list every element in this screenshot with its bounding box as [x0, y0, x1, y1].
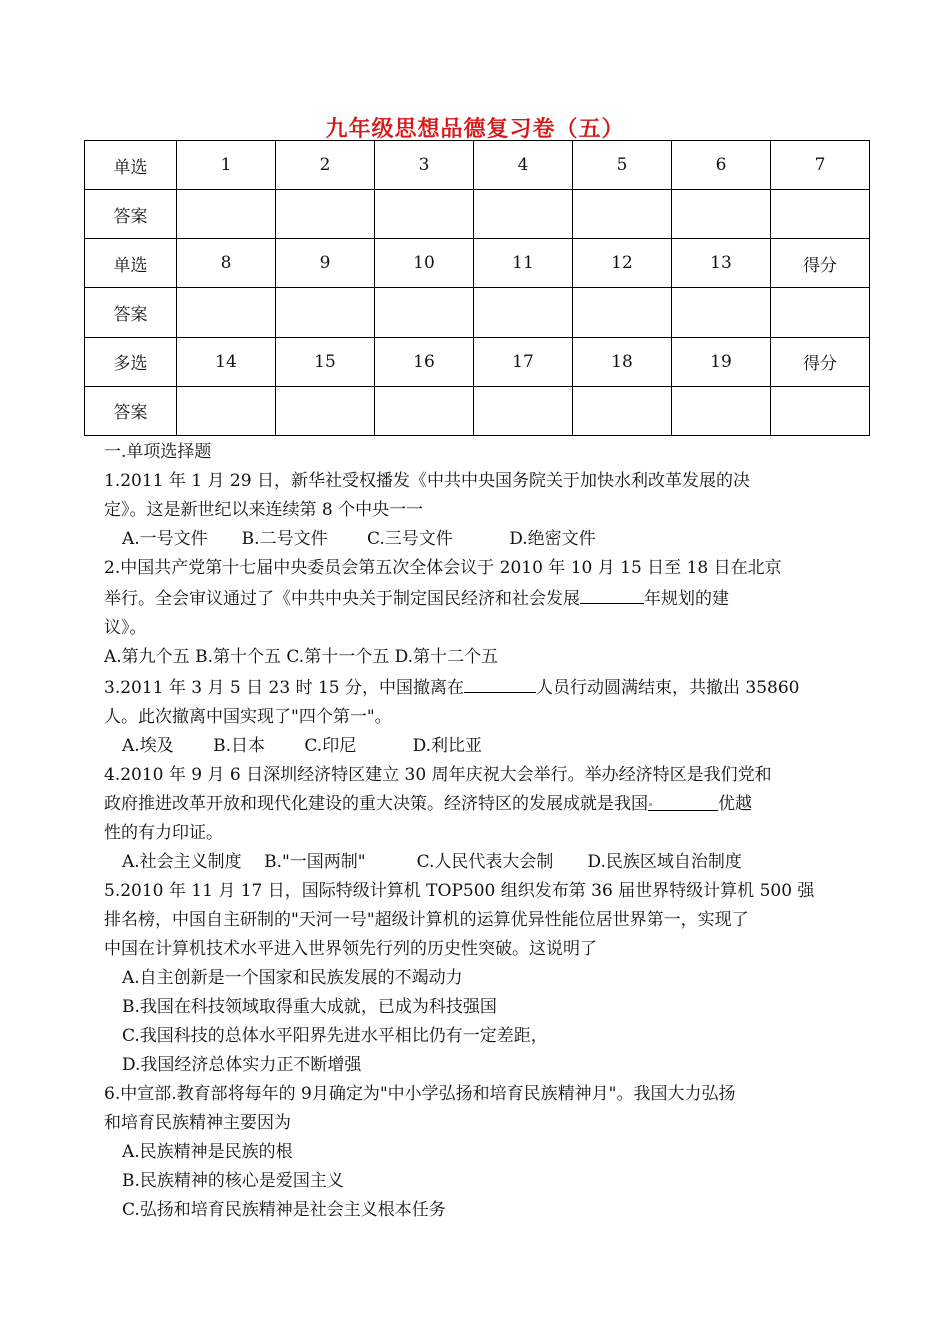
answer-table-cell: 5 [573, 141, 672, 190]
answer-table-cell: 3 [375, 141, 474, 190]
question-1-options: A.一号文件 B.二号文件 C.三号文件 D.绝密文件 [122, 529, 596, 549]
answer-table-cell: 1 [177, 141, 276, 190]
answer-table-row [85, 337, 870, 386]
question-2-line-3: 议》。 [104, 618, 147, 638]
question-3-text-a: 3.2011 年 3 月 5 日 23 时 15 分，中国撤离在 [104, 678, 465, 698]
answer-table-cell: 19 [672, 337, 771, 386]
answer-table-cell [276, 386, 375, 435]
answer-table-cell [177, 288, 276, 337]
answer-table-cell: 15 [276, 337, 375, 386]
answer-table-cell [672, 190, 771, 239]
scan-speck [649, 803, 652, 806]
question-2-line-2 [104, 583, 848, 614]
question-3-text-b: 人员行动圆满结束，共撤出 35860 [536, 678, 800, 698]
answer-table-cell: 8 [177, 239, 276, 288]
answer-table-row [85, 141, 870, 190]
answer-table-cell [771, 190, 870, 239]
question-4-line-2 [104, 790, 848, 819]
answer-table-row [85, 190, 870, 239]
question-4-line-1: 4.2010 年 9 月 6 日深圳经济特区建立 30 周年庆祝大会举行。举办经济特区是我们党和 [104, 765, 772, 785]
question-4-line-3: 性的有力印证。 [104, 823, 223, 843]
answer-table [84, 140, 870, 436]
answer-table-cell [672, 386, 771, 435]
answer-blank [464, 672, 536, 693]
page-title: 九年级思想品德复习卷（五） [325, 116, 625, 142]
question-5-option-b: B.我国在科技领域取得重大成就，已成为科技强国 [122, 997, 497, 1017]
answer-table-cell: 6 [672, 141, 771, 190]
answer-table-cell: 12 [573, 239, 672, 288]
answer-table-cell [375, 288, 474, 337]
answer-table-cell: 13 [672, 239, 771, 288]
question-3-line-2: 人。此次撤离中国实现了"四个第一"。 [104, 707, 392, 727]
question-6-option-b: B.民族精神的核心是爱国主义 [122, 1171, 344, 1191]
answer-table-row-label: 答案 [85, 386, 177, 435]
question-4-text-b: 优越 [718, 794, 752, 814]
question-5-option-d: D.我国经济总体实力正不断增强 [122, 1055, 362, 1075]
question-2-options: A.第九个五 B.第十个五 C.第十一个五 D.第十二个五 [104, 647, 499, 667]
question-6-line-1: 6.中宣部.教育部将每年的 9月确定为"中小学弘扬和培育民族精神月"。我国大力弘扬 [104, 1084, 736, 1104]
answer-table-cell [177, 386, 276, 435]
answer-table-cell: 7 [771, 141, 870, 190]
answer-table-cell: 11 [474, 239, 573, 288]
answer-table-cell [672, 288, 771, 337]
answer-table-cell: 14 [177, 337, 276, 386]
question-3-line-1 [104, 672, 848, 703]
answer-table-cell: 得分 [771, 337, 870, 386]
question-5-option-a: A.自主创新是一个国家和民族发展的不竭动力 [122, 968, 463, 988]
answer-table-cell [771, 288, 870, 337]
answer-table-cell: 2 [276, 141, 375, 190]
answer-table-cell [573, 288, 672, 337]
question-5-line-1: 5.2010 年 11 月 17 日，国际特级计算机 TOP500 组织发布第 36 届世界特级计算机 500 强 [104, 881, 815, 901]
question-1-line-2: 定》。这是新世纪以来连续第 8 个中央一一 [104, 500, 424, 520]
answer-table-row-label: 多选 [85, 337, 177, 386]
answer-table-row-label: 答案 [85, 190, 177, 239]
answer-table-row-label: 单选 [85, 239, 177, 288]
question-4-options: A.社会主义制度 B."一国两制" C.人民代表大会制 D.民族区域自治制度 [122, 852, 742, 872]
answer-table-cell: 10 [375, 239, 474, 288]
question-6-option-c: C.弘扬和培育民族精神是社会主义根本任务 [122, 1200, 446, 1220]
question-6-line-2: 和培育民族精神主要因为 [104, 1113, 291, 1133]
answer-table-row [85, 239, 870, 288]
answer-table-cell: 16 [375, 337, 474, 386]
answer-table-cell [573, 386, 672, 435]
answer-table-cell [474, 190, 573, 239]
question-6-option-a: A.民族精神是民族的根 [122, 1142, 293, 1162]
question-5-line-3: 中国在计算机技术水平进入世界领先行列的历史性突破。这说明了 [104, 939, 597, 959]
answer-table-cell [177, 190, 276, 239]
question-content [104, 438, 848, 1225]
answer-blank [580, 583, 644, 604]
question-2-line-1: 2.中国共产党第十七届中央委员会第五次全体会议于 2010 年 10 月 15 日至 18 日在北京 [104, 558, 782, 578]
answer-table-cell: 17 [474, 337, 573, 386]
answer-table-row [85, 288, 870, 337]
question-2-text-a: 举行。全会审议通过了《中共中央关于制定国民经济和社会发展 [104, 589, 580, 609]
question-4-text-a: 政府推进改革开放和现代化建设的重大决策。经济特区的发展成就是我国 [104, 794, 648, 814]
answer-table-cell [375, 386, 474, 435]
answer-table-cell [276, 288, 375, 337]
question-3-options: A.埃及 B.日本 C.印尼 D.利比亚 [122, 736, 483, 756]
question-5-option-c: C.我国科技的总体水平阳界先进水平相比仍有一定差距， [122, 1026, 548, 1046]
answer-table-cell [276, 190, 375, 239]
question-1-line-1: 1.2011 年 1 月 29 日，新华社受权播发《中共中央国务院关于加快水利改革发展的决 [104, 471, 750, 491]
answer-blank [648, 790, 718, 811]
answer-table-cell [375, 190, 474, 239]
answer-table-cell [573, 190, 672, 239]
question-5-line-2: 排名榜，中国自主研制的"天河一号"超级计算机的运算优异性能位居世界第一，实现了 [104, 910, 749, 930]
answer-table-row [85, 386, 870, 435]
answer-table-cell [771, 386, 870, 435]
answer-table-row-label: 答案 [85, 288, 177, 337]
answer-table-cell [474, 386, 573, 435]
answer-table-cell [474, 288, 573, 337]
section-heading: 一.单项选择题 [104, 442, 212, 462]
answer-table-cell: 4 [474, 141, 573, 190]
answer-table-cell: 得分 [771, 239, 870, 288]
question-2-text-b: 年规划的建 [644, 589, 729, 609]
answer-table-cell: 9 [276, 239, 375, 288]
answer-table-row-label: 单选 [85, 141, 177, 190]
answer-table-cell: 18 [573, 337, 672, 386]
